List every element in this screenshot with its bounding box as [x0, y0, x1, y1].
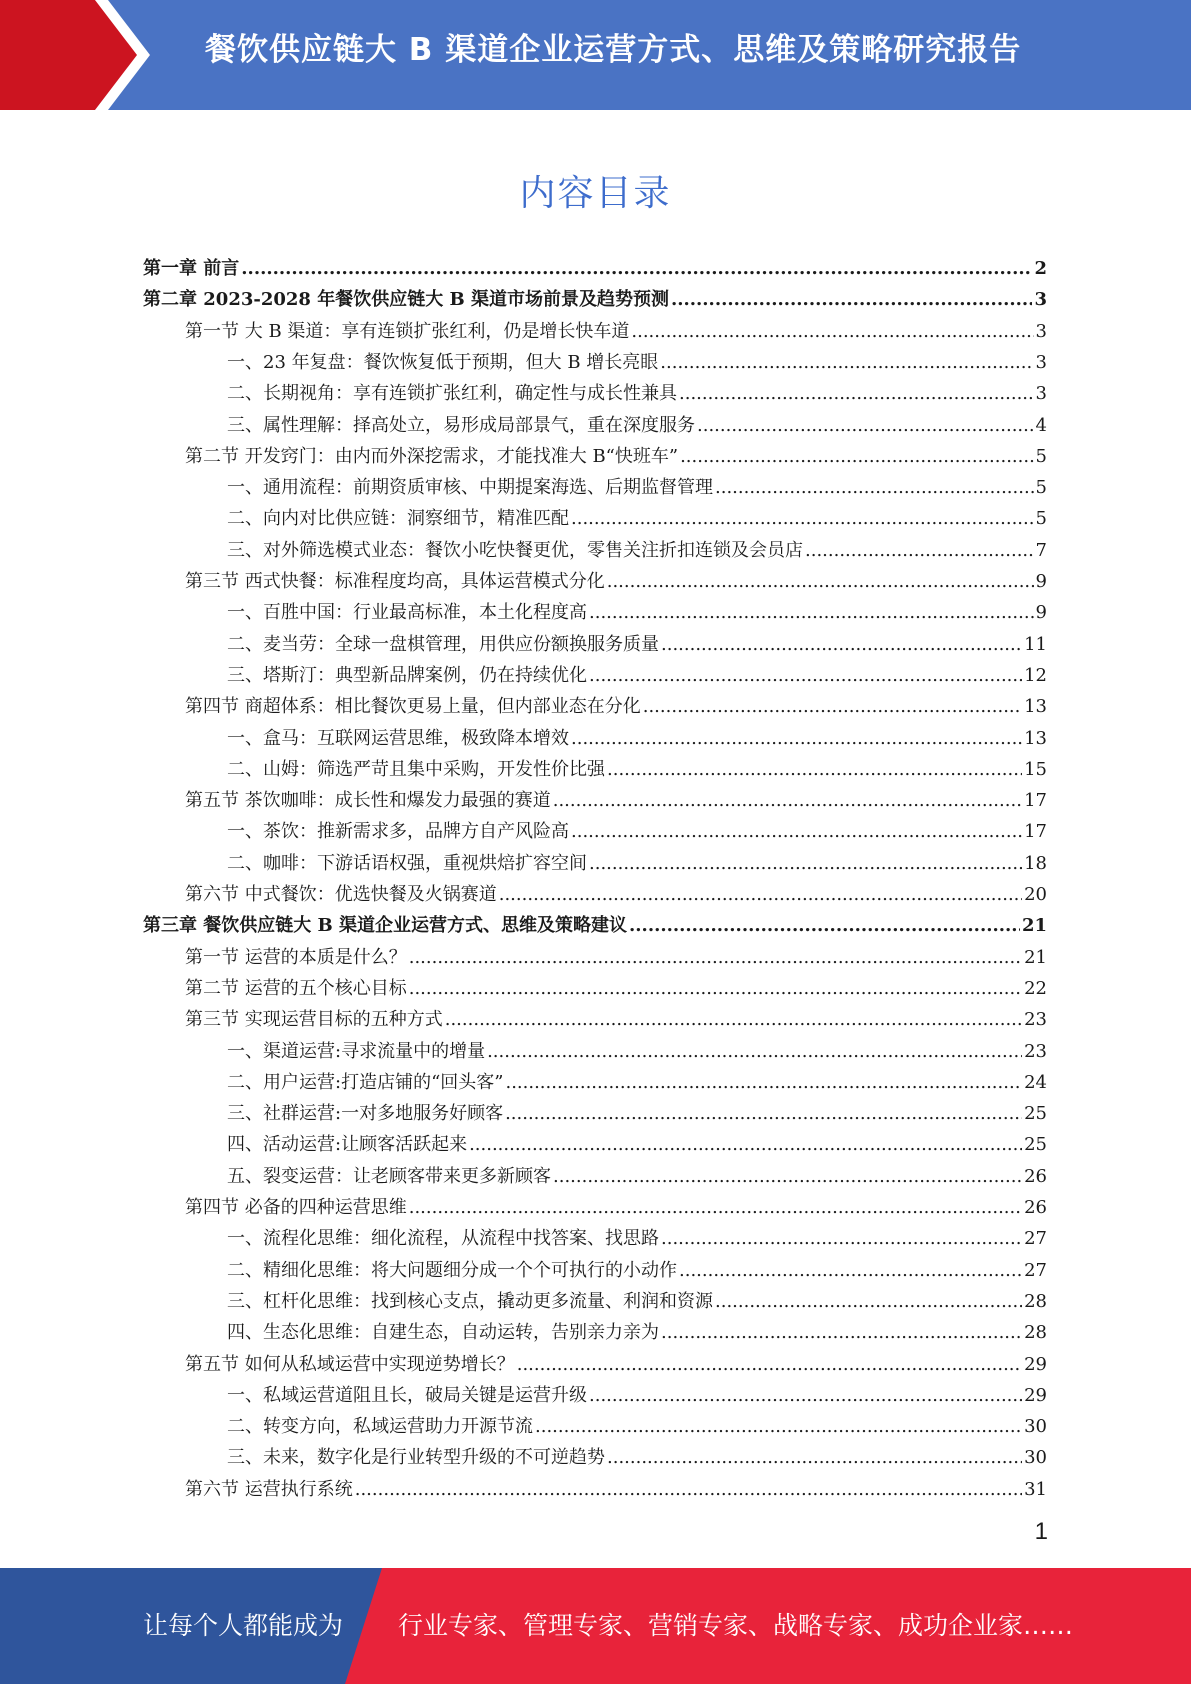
toc-entry-title: 二、转变方向，私域运营助力开源节流	[227, 1416, 533, 1438]
toc-entry[interactable]	[227, 378, 1047, 409]
toc-dot-leader	[571, 503, 1034, 534]
toc-entry[interactable]	[185, 316, 1047, 347]
toc-dot-leader	[505, 1067, 1022, 1098]
toc-entry-page: 17	[1024, 821, 1047, 843]
header-band	[0, 0, 1191, 110]
toc-entry[interactable]	[227, 1129, 1047, 1160]
toc-dot-leader	[571, 723, 1022, 754]
toc-entry[interactable]	[227, 848, 1047, 879]
toc-dot-leader	[589, 597, 1034, 628]
toc-dot-leader	[487, 1036, 1022, 1067]
toc-entry-page: 2	[1034, 258, 1047, 279]
toc-dot-leader	[660, 347, 1033, 378]
toc-entry-page: 30	[1024, 1447, 1047, 1469]
toc-entry-page: 23	[1024, 1009, 1047, 1031]
toc-entry-page: 18	[1024, 852, 1047, 874]
toc-entry-title: 第五节 如何从私域运营中实现逆势增长？	[185, 1353, 515, 1375]
toc-dot-leader	[671, 284, 1033, 315]
toc-entry-page: 26	[1024, 1197, 1047, 1218]
toc-entry[interactable]	[227, 347, 1047, 378]
toc-entry[interactable]	[185, 942, 1047, 973]
toc-dot-leader	[409, 942, 1022, 973]
toc-entry[interactable]	[185, 691, 1047, 722]
toc-entry[interactable]	[227, 754, 1047, 785]
toc-entry-page: 25	[1024, 1103, 1047, 1125]
toc-entry-page: 3	[1035, 383, 1047, 405]
toc-entry-page: 25	[1024, 1134, 1047, 1156]
toc-dot-leader	[631, 316, 1033, 347]
toc-entry-title: 第一节 运营的本质是什么？	[185, 946, 407, 968]
toc-dot-leader	[355, 1474, 1022, 1505]
toc-entry-page: 24	[1024, 1071, 1047, 1093]
toc-entry-title: 第四节 必备的四种运营思维	[185, 1197, 407, 1218]
toc-entry[interactable]	[143, 910, 1047, 941]
toc-heading: 内容目录	[519, 173, 672, 214]
toc-entry[interactable]	[227, 1380, 1047, 1411]
toc-dot-leader	[505, 1098, 1022, 1129]
toc-entry-title: 三、未来，数字化是行业转型升级的不可逆趋势	[227, 1447, 605, 1469]
toc-entry[interactable]	[227, 597, 1047, 628]
toc-dot-leader	[715, 472, 1034, 503]
toc-dot-leader	[409, 1192, 1022, 1223]
toc-entry[interactable]	[185, 441, 1047, 472]
toc-entry-title: 三、杠杆化思维：找到核心支点，撬动更多流量、利润和资源	[227, 1290, 713, 1312]
toc-entry-title: 一、23 年复盘：餐饮恢复低于预期，但大 B 增长亮眼	[227, 351, 659, 373]
toc-entry-page: 20	[1024, 884, 1047, 905]
toc-entry-title: 三、社群运营:一对多地服务好顾客	[227, 1103, 504, 1125]
toc-entry[interactable]	[143, 253, 1047, 284]
toc-dot-leader	[571, 816, 1022, 847]
toc-entry-title: 第三章 餐饮供应链大 B 渠道企业运营方式、思维及策略建议	[143, 915, 628, 937]
toc-entry[interactable]	[227, 816, 1047, 847]
toc-entry-title: 一、通用流程：前期资质审核、中期提案海选、后期监督管理	[227, 477, 713, 499]
toc-entry-page: 23	[1024, 1040, 1047, 1062]
toc-entry[interactable]	[227, 660, 1047, 691]
toc-entry-page: 30	[1024, 1416, 1047, 1438]
toc-dot-leader	[629, 910, 1020, 941]
toc-entry-title: 一、私域运营道阻且长，破局关键是运营升级	[227, 1384, 587, 1406]
toc-entry-page: 28	[1024, 1322, 1047, 1344]
toc-entry[interactable]	[227, 1098, 1047, 1129]
toc-entry-title: 第二节 运营的五个核心目标	[185, 977, 407, 999]
toc-dot-leader	[535, 1411, 1022, 1442]
toc-entry-title: 第三节 实现运营目标的五种方式	[185, 1009, 443, 1031]
toc-entry-page: 3	[1035, 351, 1047, 373]
toc-entry-title: 三、对外筛选模式业态：餐饮小吃快餐更优，零售关注折扣连锁及会员店	[227, 539, 803, 561]
toc-dot-leader	[661, 629, 1022, 660]
toc-entry-title: 二、用户运营:打造店铺的“回头客”	[227, 1071, 504, 1093]
toc-dot-leader	[697, 410, 1034, 441]
toc-dot-leader	[499, 879, 1022, 910]
toc-entry[interactable]	[227, 410, 1047, 441]
toc-entry-title: 第三节 西式快餐：标准程度均高，具体运营模式分化	[185, 571, 605, 592]
toc-entry[interactable]	[185, 879, 1047, 910]
toc-entry-page: 27	[1024, 1228, 1047, 1250]
toc-entry-page: 15	[1024, 758, 1047, 780]
toc-entry-page: 13	[1024, 727, 1047, 749]
toc-entry[interactable]	[227, 503, 1047, 534]
toc-entry-page: 17	[1024, 790, 1047, 812]
toc-entry[interactable]	[227, 1411, 1047, 1442]
toc-entry-title: 四、生态化思维：自建生态，自动运转，告别亲力亲为	[227, 1322, 659, 1344]
toc-dot-leader	[680, 441, 1033, 472]
toc-entry[interactable]	[227, 1442, 1047, 1473]
toc-entry-page: 7	[1035, 539, 1047, 561]
toc-entry[interactable]	[227, 1161, 1047, 1192]
toc-entry-title: 三、属性理解：择高处立，易形成局部景气，重在深度服务	[227, 414, 695, 436]
toc-dot-leader	[589, 1380, 1022, 1411]
toc-entry[interactable]	[143, 284, 1047, 315]
toc-entry-page: 13	[1024, 696, 1047, 718]
toc-entry-title: 三、塔斯汀：典型新品牌案例，仍在持续优化	[227, 664, 587, 686]
toc-entry[interactable]	[227, 723, 1047, 754]
toc-dot-leader	[643, 691, 1022, 722]
toc-entry-page: 5	[1035, 508, 1047, 530]
toc-entry-page: 31	[1024, 1478, 1047, 1500]
toc-entry-page: 3	[1034, 289, 1047, 311]
toc-entry-title: 第一章 前言	[143, 258, 240, 279]
toc-entry-page: 11	[1024, 633, 1047, 655]
toc-entry[interactable]	[227, 1223, 1047, 1254]
toc-entry-page: 28	[1024, 1290, 1047, 1312]
toc-entry[interactable]	[227, 472, 1047, 503]
toc-entry-title: 二、咖啡：下游话语权强，重视烘焙扩容空间	[227, 852, 587, 874]
toc-dot-leader	[553, 1161, 1022, 1192]
toc-entry-title: 一、盒马：互联网运营思维，极致降本增效	[227, 727, 569, 749]
toc-entry[interactable]	[227, 535, 1047, 566]
toc-entry-page: 4	[1035, 414, 1047, 436]
toc-entry[interactable]	[185, 973, 1047, 1004]
report-title: 餐饮供应链大 B 渠道企业运营方式、思维及策略研究报告	[205, 32, 1022, 68]
toc-entry-page: 21	[1024, 946, 1047, 968]
toc-dot-leader	[679, 1255, 1022, 1286]
toc-entry-page: 27	[1024, 1259, 1047, 1281]
toc-entry[interactable]	[227, 1067, 1047, 1098]
toc-entry-page: 5	[1035, 445, 1047, 467]
toc-entry[interactable]	[185, 1192, 1047, 1223]
toc-entry-title: 第一节 大 B 渠道：享有连锁扩张红利，仍是增长快车道	[185, 320, 630, 342]
toc-entry-title: 二、麦当劳：全球一盘棋管理，用供应份额换服务质量	[227, 633, 659, 655]
toc-entry[interactable]	[185, 1004, 1047, 1035]
toc-entry-title: 第五节 茶饮咖啡：成长性和爆发力最强的赛道	[185, 790, 551, 812]
toc-dot-leader	[553, 785, 1022, 816]
toc-dot-leader	[469, 1129, 1022, 1160]
toc-entry-title: 一、茶饮：推新需求多，品牌方自产风险高	[227, 821, 569, 843]
page-number: 1	[1034, 1518, 1048, 1545]
toc-entry-page: 9	[1035, 571, 1047, 592]
toc-entry[interactable]	[185, 566, 1047, 597]
toc-entry-title: 五、裂变运营：让老顾客带来更多新顾客	[227, 1165, 551, 1187]
toc-entry-title: 二、长期视角：享有连锁扩张红利，确定性与成长性兼具	[227, 383, 677, 405]
toc-entry-page: 29	[1024, 1384, 1047, 1406]
toc-entry-title: 一、渠道运营:寻求流量中的增量	[227, 1040, 486, 1062]
toc-entry[interactable]	[185, 1474, 1047, 1505]
footer-band	[0, 1568, 1191, 1684]
toc-dot-leader	[607, 1442, 1022, 1473]
toc-dot-leader	[805, 535, 1034, 566]
toc-entry-title: 第二节 开发窍门：由内而外深挖需求，才能找准大 B“快班车”	[185, 445, 679, 467]
toc-dot-leader	[409, 973, 1022, 1004]
toc-dot-leader	[661, 1223, 1022, 1254]
toc-entry[interactable]	[185, 785, 1047, 816]
toc-entry-title: 一、流程化思维：细化流程，从流程中找答案、找思路	[227, 1228, 659, 1250]
chevron-arrow-icon	[0, 0, 160, 110]
toc-entry-title: 第六节 运营执行系统	[185, 1478, 353, 1500]
toc-entry-title: 二、向内对比供应链：洞察细节，精准匹配	[227, 508, 569, 530]
toc-dot-leader	[607, 754, 1022, 785]
toc-dot-leader	[241, 253, 1032, 284]
toc-entry-title: 二、精细化思维：将大问题细分成一个个可执行的小动作	[227, 1259, 677, 1281]
toc-entry-page: 26	[1024, 1165, 1047, 1187]
toc-entry-title: 第二章 2023-2028 年餐饮供应链大 B 渠道市场前景及趋势预测	[143, 289, 669, 311]
toc-entry[interactable]	[227, 1036, 1047, 1067]
toc-dot-leader	[679, 378, 1034, 409]
toc-entry-page: 21	[1021, 915, 1047, 937]
toc-entry-page: 12	[1024, 664, 1047, 686]
toc-dot-leader	[517, 1349, 1022, 1380]
toc-entry-title: 一、百胜中国：行业最高标准，本土化程度高	[227, 602, 587, 624]
toc-entry[interactable]	[185, 1349, 1047, 1380]
toc-dot-leader	[589, 848, 1022, 879]
toc-entry-title: 二、山姆：筛选严苛且集中采购，开发性价比强	[227, 758, 605, 780]
toc-entry-page: 9	[1035, 602, 1047, 624]
toc-dot-leader	[589, 660, 1022, 691]
toc-entry-page: 22	[1024, 977, 1047, 999]
footer-slogan-right: 行业专家、管理专家、营销专家、战略专家、成功企业家……	[398, 1611, 1074, 1640]
toc-entry[interactable]	[227, 629, 1047, 660]
toc-entry-page: 29	[1024, 1353, 1047, 1375]
toc-entry[interactable]	[227, 1255, 1047, 1286]
toc-entry[interactable]	[227, 1286, 1047, 1317]
toc-dot-leader	[661, 1317, 1022, 1348]
footer-slogan-left: 让每个人都能成为	[143, 1611, 344, 1640]
toc-entry-page: 5	[1035, 477, 1047, 499]
toc-dot-leader	[445, 1004, 1022, 1035]
toc-entry-title: 第四节 商超体系：相比餐饮更易上量，但内部业态在分化	[185, 696, 641, 718]
toc-entry-title: 四、活动运营:让顾客活跃起来	[227, 1134, 468, 1156]
toc-dot-leader	[607, 566, 1034, 597]
toc-entry-page: 3	[1035, 320, 1047, 342]
toc-entry[interactable]	[227, 1317, 1047, 1348]
toc-entry-title: 第六节 中式餐饮：优选快餐及火锅赛道	[185, 884, 497, 905]
toc-dot-leader	[715, 1286, 1022, 1317]
